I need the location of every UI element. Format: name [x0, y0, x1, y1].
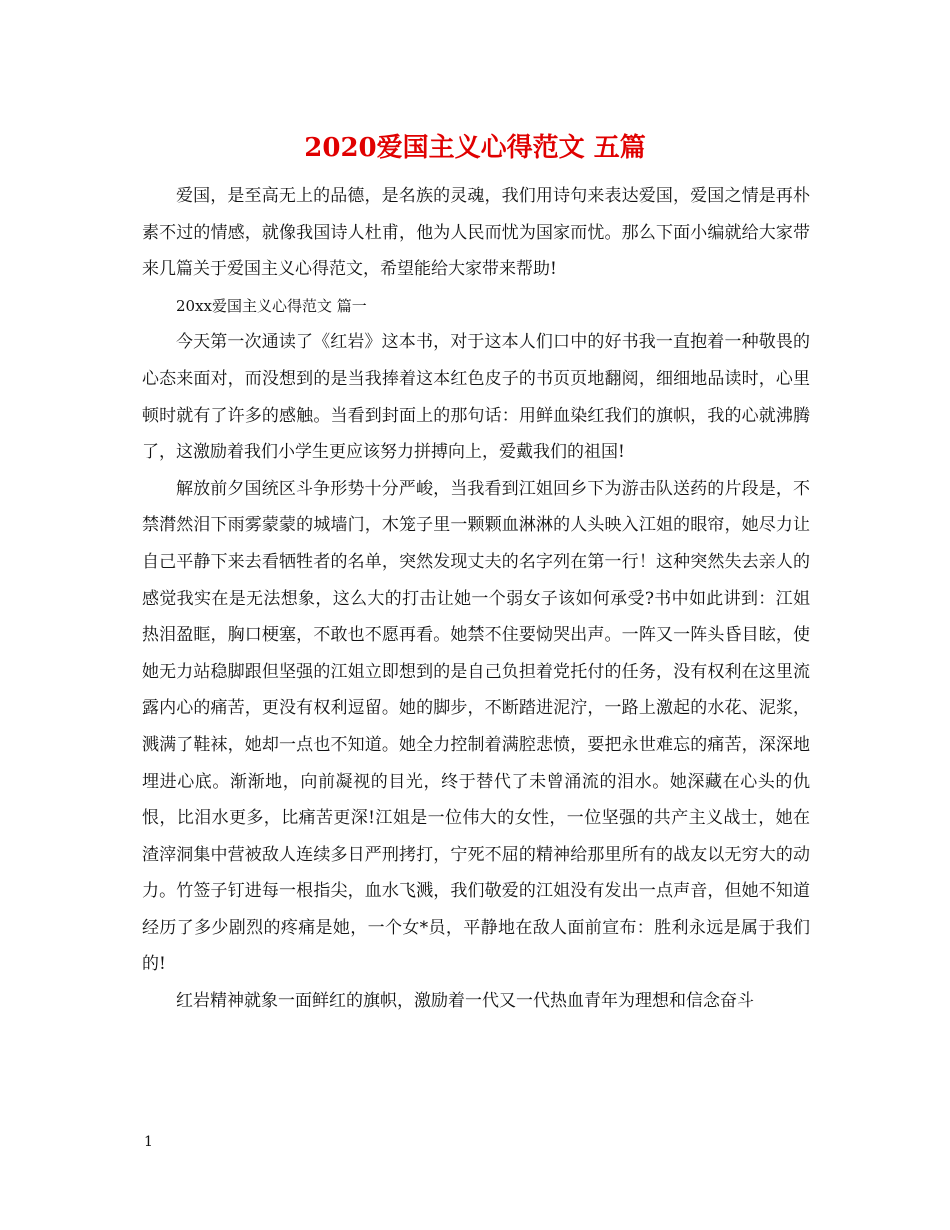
- page-number: 1: [144, 1134, 153, 1150]
- body-paragraph-1: 今天第一次通读了《红岩》这本书，对于这本人们口中的好书我一直抱着一种敬畏的心态来面对，而没想到的是当我捧着这本红色皮子的书页页地翻阅，细细地品读时，心里顿时就有了许多的感触。当看到封面上的那句话：用鲜血染红我们的旗帜，我的心就沸腾了，这激励着我们小学生更应该努力拼搏向上，爱戴我们的祖国!: [142, 332, 810, 463]
- body-paragraph-2: 解放前夕国统区斗争形势十分严峻，当我看到江姐回乡下为游击队送药的片段是，不禁潸然泪下雨雾蒙蒙的城墙门，木笼子里一颗颗血淋淋的人头映入江姐的眼帘，她尽力让自己平静下来去看牺牲者的名单，突然发现丈夫的名字列在第一行！这种突然失去亲人的感觉我实在是无法想象，这么大的打击让她一个弱女子该如何承受?书中如此讲到：江姐热泪盈眶，胸口梗塞，不敢也不愿再看。她禁不住要恸哭出声。一阵又一阵头昏目眩，使她无力站稳脚跟但坚强的江姐立即想到的是自己负担着党托付的任务，没有权利在这里流露内心的痛苦，更没有权利逗留。她的脚步，不断踏进泥泞，一路上激起的水花、泥浆，溅满了鞋袜，她却一点也不知道。她全力控制着满腔悲愤，要把永世难忘的痛苦，深深地埋进心底。渐渐地，向前凝视的目光，终于替代了未曾涌流的泪水。她深藏在心头的仇恨，比泪水更多，比痛苦更深!江姐是一位伟大的女性，一位坚强的共产主义战士，她在渣滓洞集中营被敌人连续多日严刑拷打，宁死不屈的精神给那里所有的战友以无穷大的动力。竹签子钉进每一根指尖，血水飞溅，我们敬爱的江姐没有发出一点声音，但她不知道经历了多少剧烈的疼痛是她，一个女*员，平静地在敌人面前宣布：胜利永远是属于我们的!: [142, 478, 810, 975]
- intro-paragraph: 爱国，是至高无上的品德，是名族的灵魂，我们用诗句来表达爱国，爱国之情是再朴素不过的情感，就像我国诗人杜甫，他为人民而忧为国家而忧。那么下面小编就给大家带来几篇关于爱国主义心得范文，希望能给大家带来帮助!: [142, 186, 810, 280]
- document-body: [142, 178, 810, 1020]
- document-title: 2020爱国主义心得范文 五篇: [304, 133, 646, 163]
- section-heading: 20xx爱国主义心得范文 篇一: [176, 296, 367, 315]
- body-paragraph-3: 红岩精神就象一面鲜红的旗帜，激励着一代又一代热血青年为理想和信念奋斗: [176, 991, 754, 1012]
